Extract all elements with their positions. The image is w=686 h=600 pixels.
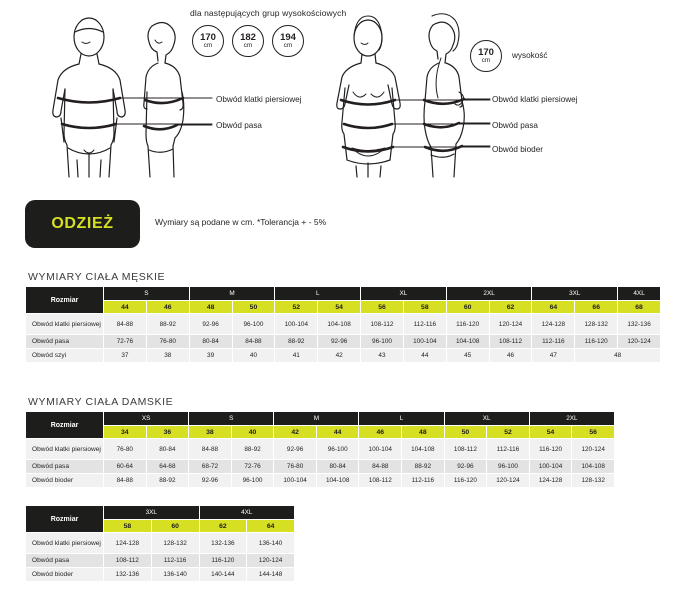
size-cell: 62 xyxy=(489,301,532,314)
value-cell: 132-136 xyxy=(199,533,247,554)
table-row xyxy=(26,568,295,582)
value-cell: 43 xyxy=(361,349,404,363)
value-cell: 116-120 xyxy=(529,439,572,460)
row-label-cell: Obwód klatki piersiowej xyxy=(26,439,104,460)
value-cell: 136-140 xyxy=(151,568,199,582)
value-cell: 128-132 xyxy=(572,474,615,488)
body-measurement-illustration xyxy=(0,0,686,185)
value-cell: 116-120 xyxy=(199,554,247,568)
male-chest-label: Obwód klatki piersiowej xyxy=(216,95,302,104)
value-cell: 120-124 xyxy=(618,335,661,349)
value-cell: 84-88 xyxy=(104,314,147,335)
group-cell: M xyxy=(189,287,275,301)
value-cell: 84-88 xyxy=(232,335,275,349)
value-cell: 104-108 xyxy=(446,335,489,349)
value-cell: 128-132 xyxy=(151,533,199,554)
height-badge-value: 194 xyxy=(280,31,296,43)
size-cell: 64 xyxy=(247,520,295,533)
value-cell: 72-76 xyxy=(231,460,274,474)
value-cell: 116-120 xyxy=(575,335,618,349)
table-row xyxy=(26,349,661,363)
female-waist-label: Obwód pasa xyxy=(492,121,538,130)
value-cell: 100-104 xyxy=(359,439,402,460)
women-size-table xyxy=(25,411,615,488)
size-cell: 56 xyxy=(361,301,404,314)
table-size-row xyxy=(26,301,661,314)
group-cell: 2XL xyxy=(446,287,532,301)
group-cell: M xyxy=(274,412,359,426)
value-cell: 76-80 xyxy=(146,335,189,349)
value-cell: 92-96 xyxy=(274,439,317,460)
value-cell: 72-76 xyxy=(104,335,147,349)
row-label-cell: Obwód klatki piersiowej xyxy=(26,314,104,335)
value-cell: 42 xyxy=(318,349,361,363)
table-row xyxy=(26,335,661,349)
value-cell: 38 xyxy=(146,349,189,363)
value-cell: 120-124 xyxy=(489,314,532,335)
size-cell: 48 xyxy=(402,426,445,439)
male-waist-label: Obwód pasa xyxy=(216,121,262,130)
value-cell: 136-140 xyxy=(247,533,295,554)
value-cell: 92-96 xyxy=(444,460,487,474)
value-cell: 132-136 xyxy=(104,568,152,582)
value-cell: 64-68 xyxy=(146,460,189,474)
odziez-badge: ODZIEŻ xyxy=(25,200,140,248)
value-cell: 46 xyxy=(489,349,532,363)
value-cell: 116-120 xyxy=(444,474,487,488)
group-cell: XL xyxy=(444,412,529,426)
table-row xyxy=(26,533,295,554)
table-row xyxy=(26,460,615,474)
size-cell: 66 xyxy=(575,301,618,314)
table-group-row xyxy=(26,506,295,520)
value-cell: 96-100 xyxy=(361,335,404,349)
size-cell: 58 xyxy=(104,520,152,533)
row-label-cell: Obwód szyi xyxy=(26,349,104,363)
value-cell: 48 xyxy=(575,349,661,363)
group-cell: XL xyxy=(361,287,447,301)
figures-svg xyxy=(0,0,686,185)
size-cell: 64 xyxy=(532,301,575,314)
value-cell: 108-112 xyxy=(104,554,152,568)
row-label-cell: Obwód pasa xyxy=(26,554,104,568)
group-cell: 4XL xyxy=(199,506,295,520)
value-cell: 88-92 xyxy=(275,335,318,349)
value-cell: 112-116 xyxy=(402,474,445,488)
value-cell: 104-108 xyxy=(402,439,445,460)
size-cell: 58 xyxy=(403,301,446,314)
value-cell: 128-132 xyxy=(575,314,618,335)
size-cell: 38 xyxy=(189,426,232,439)
row-label-cell: Obwód bioder xyxy=(26,474,104,488)
value-cell: 100-104 xyxy=(275,314,318,335)
value-cell: 124-128 xyxy=(532,314,575,335)
value-cell: 88-92 xyxy=(146,474,189,488)
size-cell: 50 xyxy=(444,426,487,439)
value-cell: 132-136 xyxy=(618,314,661,335)
table-row xyxy=(26,554,295,568)
value-cell: 37 xyxy=(104,349,147,363)
men-section-title: WYMIARY CIAŁA MĘSKIE xyxy=(28,271,166,283)
size-cell: 68 xyxy=(618,301,661,314)
size-header-cell: Rozmiar xyxy=(26,506,104,533)
value-cell: 47 xyxy=(532,349,575,363)
value-cell: 124-128 xyxy=(104,533,152,554)
group-cell: XS xyxy=(104,412,189,426)
value-cell: 80-84 xyxy=(146,439,189,460)
value-cell: 100-104 xyxy=(274,474,317,488)
value-cell: 100-104 xyxy=(529,460,572,474)
group-cell: S xyxy=(104,287,190,301)
men-size-table xyxy=(25,286,661,363)
size-cell: 44 xyxy=(316,426,359,439)
size-cell: 44 xyxy=(104,301,147,314)
value-cell: 108-112 xyxy=(489,335,532,349)
female-chest-label: Obwód klatki piersiowej xyxy=(492,95,578,104)
value-cell: 44 xyxy=(403,349,446,363)
value-cell: 84-88 xyxy=(359,460,402,474)
group-cell: 3XL xyxy=(532,287,618,301)
value-cell: 140-144 xyxy=(199,568,247,582)
value-cell: 112-116 xyxy=(532,335,575,349)
size-cell: 42 xyxy=(274,426,317,439)
value-cell: 41 xyxy=(275,349,318,363)
value-cell: 120-124 xyxy=(487,474,530,488)
size-cell: 36 xyxy=(146,426,189,439)
size-header-cell: Rozmiar xyxy=(26,287,104,314)
value-cell: 112-116 xyxy=(403,314,446,335)
size-cell: 50 xyxy=(232,301,275,314)
size-cell: 62 xyxy=(199,520,247,533)
height-badge-unit: cm xyxy=(203,42,213,49)
group-cell: 3XL xyxy=(104,506,200,520)
table-row xyxy=(26,439,615,460)
size-cell: 54 xyxy=(529,426,572,439)
row-label-cell: Obwód klatki piersiowej xyxy=(26,533,104,554)
value-cell: 60-64 xyxy=(104,460,147,474)
value-cell: 108-112 xyxy=(444,439,487,460)
size-cell: 52 xyxy=(487,426,530,439)
value-cell: 112-116 xyxy=(151,554,199,568)
value-cell: 80-84 xyxy=(316,460,359,474)
table-row xyxy=(26,314,661,335)
value-cell: 144-148 xyxy=(247,568,295,582)
value-cell: 92-96 xyxy=(318,335,361,349)
value-cell: 45 xyxy=(446,349,489,363)
group-cell: S xyxy=(189,412,274,426)
value-cell: 92-96 xyxy=(189,474,232,488)
value-cell: 96-100 xyxy=(231,474,274,488)
value-cell: 88-92 xyxy=(231,439,274,460)
value-cell: 80-84 xyxy=(189,335,232,349)
size-cell: 52 xyxy=(275,301,318,314)
value-cell: 100-104 xyxy=(403,335,446,349)
size-cell: 56 xyxy=(572,426,615,439)
size-cell: 60 xyxy=(151,520,199,533)
size-header-cell: Rozmiar xyxy=(26,412,104,439)
table-row xyxy=(26,474,615,488)
value-cell: 88-92 xyxy=(402,460,445,474)
table-group-row xyxy=(26,412,615,426)
row-label-cell: Obwód bioder xyxy=(26,568,104,582)
value-cell: 68-72 xyxy=(189,460,232,474)
value-cell: 96-100 xyxy=(232,314,275,335)
value-cell: 124-128 xyxy=(529,474,572,488)
clothing-badge-wrap xyxy=(25,200,327,248)
group-cell: L xyxy=(275,287,361,301)
group-cell: L xyxy=(359,412,444,426)
group-cell: 4XL xyxy=(618,287,661,301)
value-cell: 104-108 xyxy=(572,460,615,474)
value-cell: 116-120 xyxy=(446,314,489,335)
value-cell: 88-92 xyxy=(146,314,189,335)
row-label-cell: Obwód pasa xyxy=(26,335,104,349)
group-cell: 2XL xyxy=(529,412,614,426)
value-cell: 84-88 xyxy=(189,439,232,460)
women-size-table-extended xyxy=(25,505,295,582)
size-cell: 60 xyxy=(446,301,489,314)
height-groups-note: dla następujących grup wysokościowych xyxy=(190,8,347,18)
table-size-row xyxy=(26,426,615,439)
height-badge-value: 182 xyxy=(240,31,256,43)
value-cell: 76-80 xyxy=(274,460,317,474)
value-cell: 104-108 xyxy=(318,314,361,335)
female-hips-label: Obwód bioder xyxy=(492,145,543,154)
size-cell: 34 xyxy=(104,426,147,439)
height-label: wysokość xyxy=(512,51,548,60)
value-cell: 108-112 xyxy=(359,474,402,488)
size-cell: 48 xyxy=(189,301,232,314)
height-badge-unit: cm xyxy=(481,57,491,64)
value-cell: 76-80 xyxy=(104,439,147,460)
value-cell: 96-100 xyxy=(316,439,359,460)
height-badge-unit: cm xyxy=(243,42,253,49)
size-cell: 46 xyxy=(359,426,402,439)
row-label-cell: Obwód pasa xyxy=(26,460,104,474)
height-badge-value: 170 xyxy=(200,31,216,43)
table-group-row xyxy=(26,287,661,301)
value-cell: 108-112 xyxy=(361,314,404,335)
value-cell: 120-124 xyxy=(247,554,295,568)
tolerance-note: Wymiary są podane w cm. *Tolerancja + - 5% xyxy=(155,217,327,227)
value-cell: 112-116 xyxy=(487,439,530,460)
value-cell: 39 xyxy=(189,349,232,363)
height-badge-unit: cm xyxy=(283,42,293,49)
size-cell: 46 xyxy=(146,301,189,314)
value-cell: 96-100 xyxy=(487,460,530,474)
size-cell: 40 xyxy=(231,426,274,439)
size-cell: 54 xyxy=(318,301,361,314)
value-cell: 104-108 xyxy=(316,474,359,488)
women-section-title: WYMIARY CIAŁA DAMSKIE xyxy=(28,396,174,408)
value-cell: 92-96 xyxy=(189,314,232,335)
value-cell: 84-88 xyxy=(104,474,147,488)
value-cell: 40 xyxy=(232,349,275,363)
value-cell: 120-124 xyxy=(572,439,615,460)
height-badge-value: 170 xyxy=(478,46,494,58)
